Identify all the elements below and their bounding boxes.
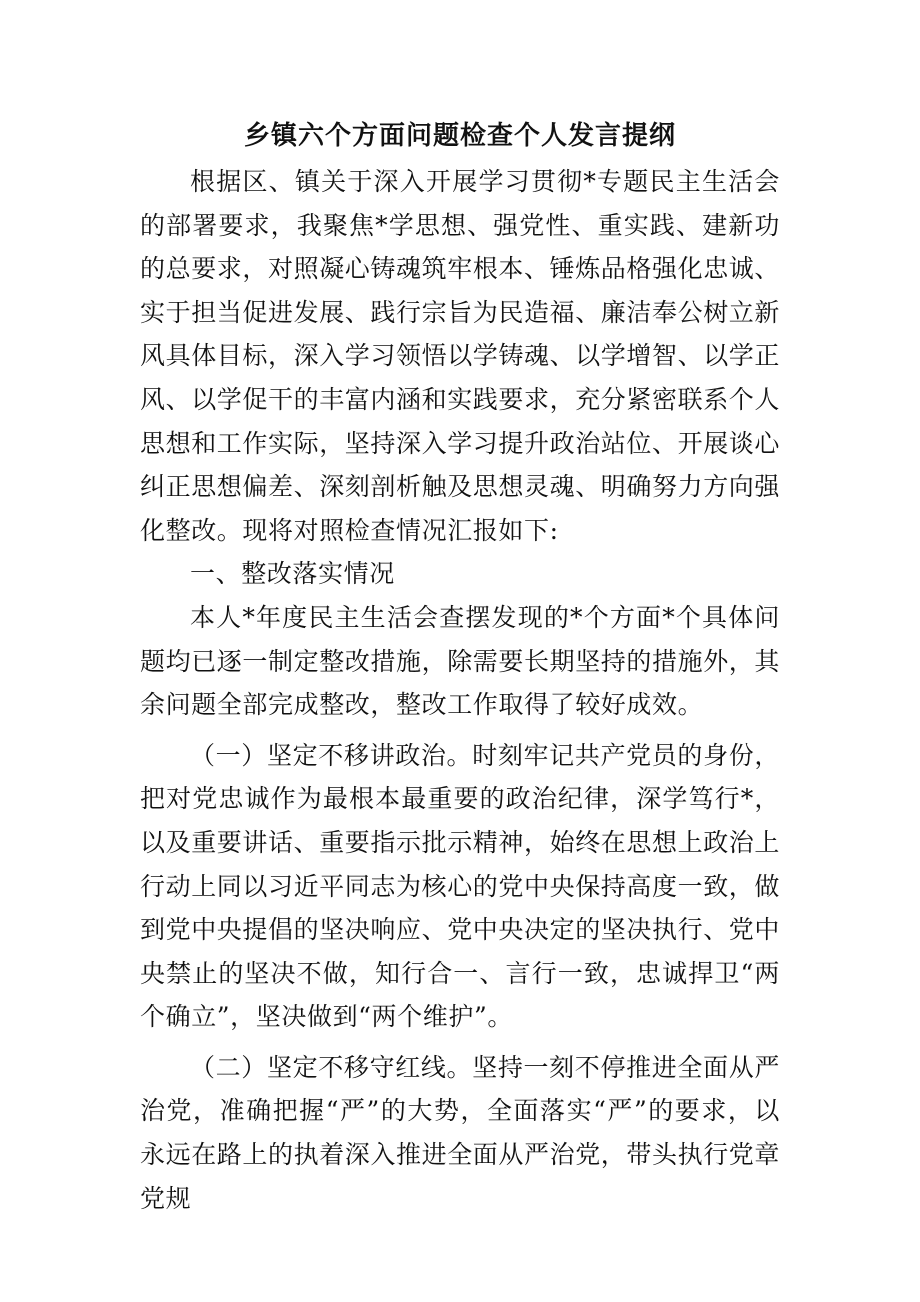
document-body [140, 160, 780, 1220]
rectification-summary-paragraph: 本人*年度民主生活会查摆发现的*个方面*个具体问题均已逐一制定整改措施，除需要长期坚持的措施外，其余问题全部完成整改，整改工作取得了较好成效。 [140, 602, 781, 720]
intro-paragraph: 根据区、镇关于深入开展学习贯彻*专题民主生活会的部署要求，我聚焦*学思想、强党性、重实践、建新功的总要求，对照凝心铸魂筑牢根本、锤炼品格强化忠诚、实于担当促进发展、践行宗旨为民造福、廉洁奉公树立新风具体目标，深入学习领悟以学铸魂、以学增智、以学正风、以学促干的丰富内涵和实践要求，充分紧密联系个人思想和工作实际，坚持深入学习提升政治站位、开展谈心纠正思想偏差、深刻剖析触及思想灵魂、明确努力方向强化整改。现将对照检查情况汇报如下: [140, 167, 781, 545]
document-title: 乡镇六个方面问题检查个人发言提纲 [243, 121, 676, 151]
item-2-paragraph: （二）坚定不移守红线。坚持一刻不停推进全面从严治党，准确把握“严”的大势，全面落实“严”的要求，以永远在路上的执着深入推进全面从严治党，带头执行党章党规 [140, 1052, 781, 1213]
item-1-paragraph: （一）坚定不移讲政治。时刻牢记共产党员的身份，把对党忠诚作为最根本最重要的政治纪律，深学笃行*，以及重要讲话、重要指示批示精神，始终在思想上政治上行动上同以习近平同志为核心的党中央保持高度一致，做到党中央提倡的坚决响应、党中央决定的坚决执行、党中央禁止的坚决不做，知行合一、言行一致，忠诚捍卫“两个确立”，坚决做到“两个维护”。 [140, 740, 781, 1032]
section-heading-rectification: 一、整改落实情况 [190, 559, 395, 589]
